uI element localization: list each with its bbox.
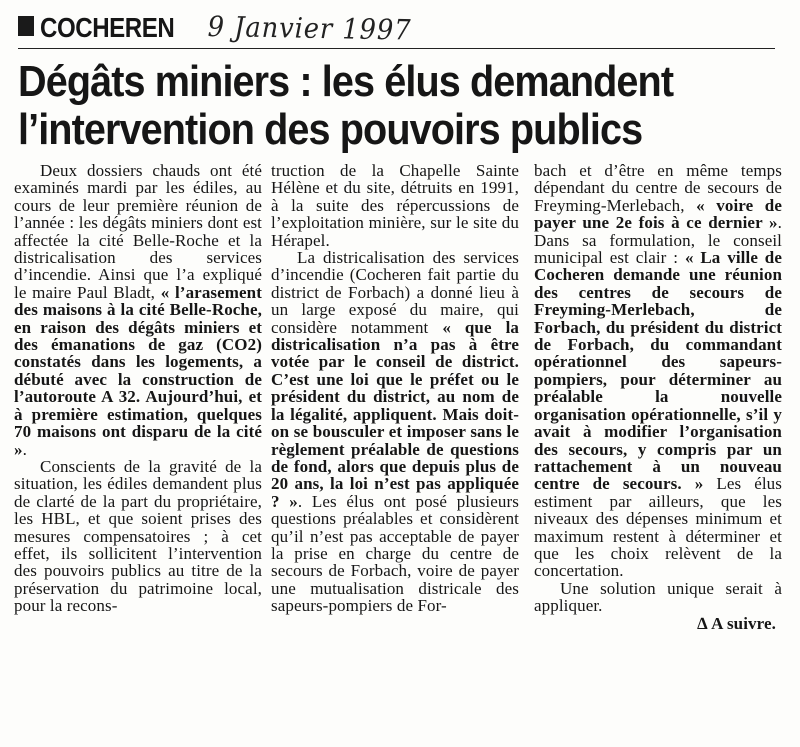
quote-text: « La ville de Cocheren demande une réunion des centres de secours de Freyming-Merlebach, de Forbach, du président du district de Forbach, du commandant opérationnel des sapeurs-pompiers, pour déterminer au préalable la nouvelle organisation opérationnelle, s’il y avait à modifier l’organisation des secours, y compris par un rattachement à un nouveau centre de secours. »: [534, 248, 782, 494]
header-rule: [18, 48, 775, 49]
paragraph: truction de la Chapelle Sainte Hélène et du site, détruits en 1991, à la suite des répercussions de l’exploitation minière, sur le site du Hérapel.: [271, 161, 519, 250]
paragraph: Une solution unique serait à appliquer.: [534, 578, 782, 616]
headline: [18, 58, 788, 154]
text-run: La districalisation des services d’incendie (Cocheren fait partie du district de Forbach) a donné lieu à un large exposé du maire, qui considère notamment: [271, 248, 519, 337]
text-run: bach et d’être en même temps dépendant du centre de secours de Freyming-Merlebach,: [534, 161, 782, 215]
quote-text: « l’arasement des maisons à la cité Belle-Roche, en raison des dégâts miniers et des émanations de gaz (CO2) constatés dans les logements, a débuté avec la construction de l’autoroute A 32. Aujourd’hui, et à première estimation, quelques 70 maisons ont disparu de la cité »: [14, 282, 262, 459]
paragraph: [271, 249, 519, 615]
text-run: . Dans sa formulation, le conseil municipal est clair :: [534, 213, 782, 268]
text-run: Deux dossiers chauds ont été examinés mardi par les édiles, au cours de leur première réunion de l’année : les dégâts miniers dont est affectée la cité Belle-Roche et la districalisation des services d’incendie. Ainsi que l’a expliqué le maire Paul Bladt,: [14, 161, 262, 302]
paragraph: [14, 162, 262, 458]
paragraph: Conscients de la gravité de la situation, les édiles demandent plus de clarté de la part du propriétaire, les HBL, et que soient prises des mesures compensatoires ; à cet effet, ils sollicitent l’intervention des pouvoirs publics au titre de la préservation du patrimoine local, pour la recons-: [14, 456, 262, 616]
article-column-2: [271, 162, 519, 615]
handwritten-date: 9 Janvier 1997: [207, 10, 412, 47]
paragraph: [534, 162, 782, 580]
quote-text: « que la districalisation n’a pas à être votée par le conseil de district. C’est une loi que le préfet ou le président du district, au nom de la légalité, appliquent. Mais doit-on se bousculer et imposer sans le règlement préalable de questions de fond, alors que depuis plus de 20 ans, la loi n’est pas appliquée ? »: [271, 317, 520, 511]
article-column-3: [534, 162, 782, 632]
page-header: [18, 10, 778, 47]
text-run: .: [22, 439, 27, 459]
headline-line-2: l’intervention des pouvoirs publics: [18, 105, 643, 154]
section-name: COCHEREN: [40, 12, 175, 43]
quote-text: « voire de payer une 2e fois à ce dernier »: [534, 195, 783, 233]
signature: ∆ A suivre.: [697, 613, 776, 633]
section-marker: [18, 16, 34, 36]
text-run: Les élus estiment par ailleurs, que les niveaux des dépenses minimum et maximum restent à déterminer et que les choix relèvent de la concertation.: [534, 474, 782, 581]
text-run: . Les élus ont posé plusieurs questions préalables et considèrent qu’il n’est pas acceptable de payer la prise en charge du centre de secours de Forbach, voire de payer une mutualisation districale des sapeurs-pompiers de For-: [271, 491, 519, 616]
article-column-1: [14, 162, 262, 615]
headline-line-1: Dégâts miniers : les élus demandent: [18, 57, 674, 106]
